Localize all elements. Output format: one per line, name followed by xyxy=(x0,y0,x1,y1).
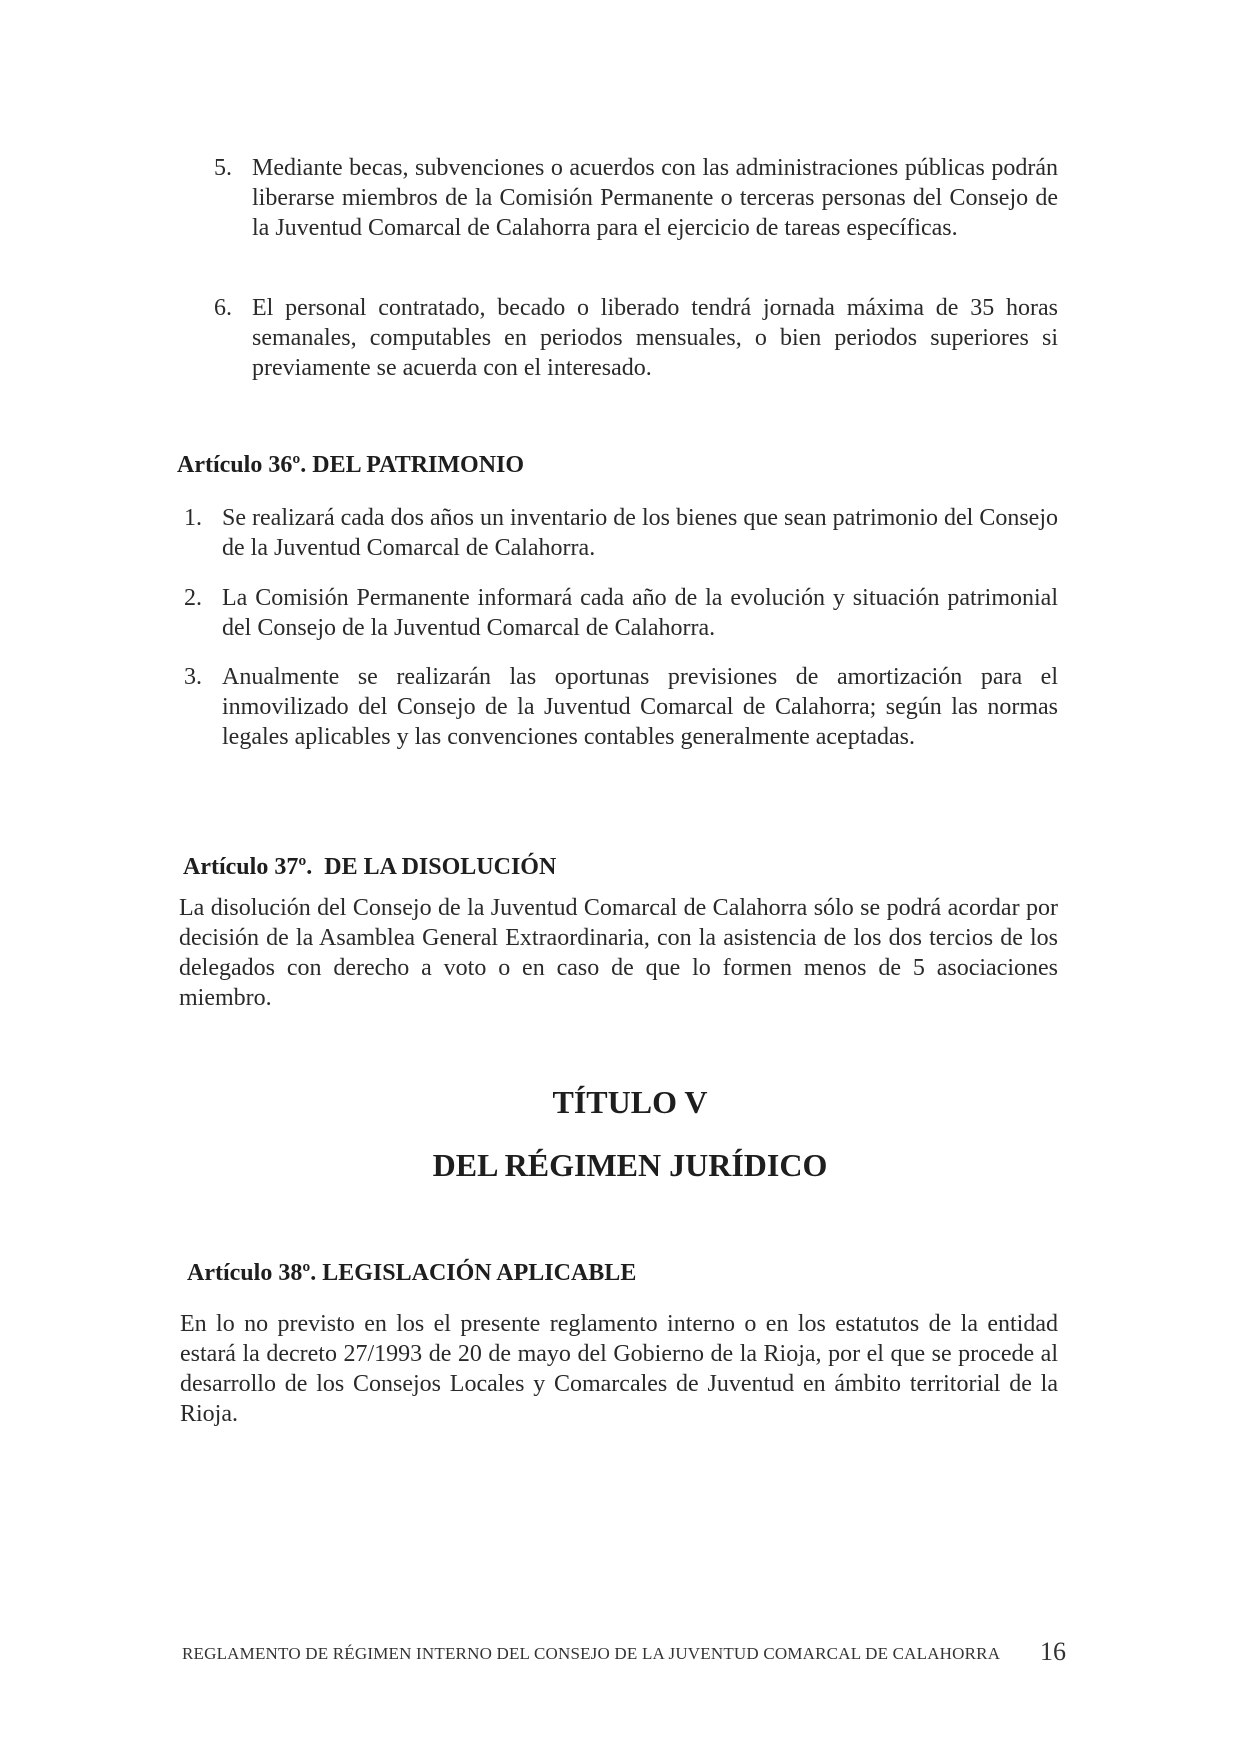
list-item-6 xyxy=(214,293,1058,383)
item-text: El personal contratado, becado o liberado tendrá jornada máxima de 35 horas semanales, computables en periodos mensuales, o bien periodos superiores si previamente se acuerda con el interesado. xyxy=(252,295,1058,381)
title-heading: TÍTULO V xyxy=(552,1084,708,1120)
list-item-1 xyxy=(184,503,1058,563)
page-number: 16 xyxy=(1040,1637,1066,1666)
article-37-text: La disolución del Consejo de la Juventud Comarcal de Calahorra sólo se podrá acordar por decisión de la Asamblea General Extraordinaria, con la asistencia de los dos tercios de los delegados con derecho a voto o en caso de que lo formen menos de 5 asociaciones miembro. xyxy=(179,895,1058,1011)
item-number: 1. xyxy=(184,505,202,531)
list-item-2 xyxy=(184,583,1058,643)
item-number: 6. xyxy=(214,295,232,321)
list-item-5 xyxy=(214,153,1058,243)
footer-title: REGLAMENTO DE RÉGIMEN INTERNO DEL CONSEJO DE LA JUVENTUD COMARCAL DE CALAHORRA xyxy=(182,1644,1001,1663)
item-text: Mediante becas, subvenciones o acuerdos con las administraciones públicas podrán liberarse miembros de la Comisión Permanente o terceras personas del Consejo de la Juventud Comarcal de Calahorra para el ejercicio de tareas específicas. xyxy=(252,155,1058,241)
article-38-heading: Artículo 38º. LEGISLACIÓN APLICABLE xyxy=(187,1260,637,1286)
item-text: Se realizará cada dos años un inventario de los bienes que sean patrimonio del Consejo de la Juventud Comarcal de Calahorra. xyxy=(222,505,1058,561)
item-text: La Comisión Permanente informará cada año de la evolución y situación patrimonial del Consejo de la Juventud Comarcal de Calahorra. xyxy=(222,585,1058,641)
title-subheading: DEL RÉGIMEN JURÍDICO xyxy=(432,1147,828,1183)
item-number: 5. xyxy=(214,155,232,181)
article-37-heading: Artículo 37º. DE LA DISOLUCIÓN xyxy=(183,854,557,880)
item-text: Anualmente se realizarán las oportunas previsiones de amortización para el inmovilizado del Consejo de la Juventud Comarcal de Calahorra; según las normas legales aplicables y las convenciones contables generalmente aceptadas. xyxy=(222,664,1058,750)
article-36-heading: Artículo 36º. DEL PATRIMONIO xyxy=(177,452,525,478)
item-number: 3. xyxy=(184,664,202,690)
article-38-text: En lo no previsto en los el presente reglamento interno o en los estatutos de la entidad estará la decreto 27/1993 de 20 de mayo del Gobierno de la Rioja, por el que se procede al desarrollo de los Consejos Locales y Comarcales de Juventud en ámbito territorial de la Rioja. xyxy=(180,1311,1058,1427)
item-number: 2. xyxy=(184,585,202,611)
list-item-3 xyxy=(184,662,1058,752)
